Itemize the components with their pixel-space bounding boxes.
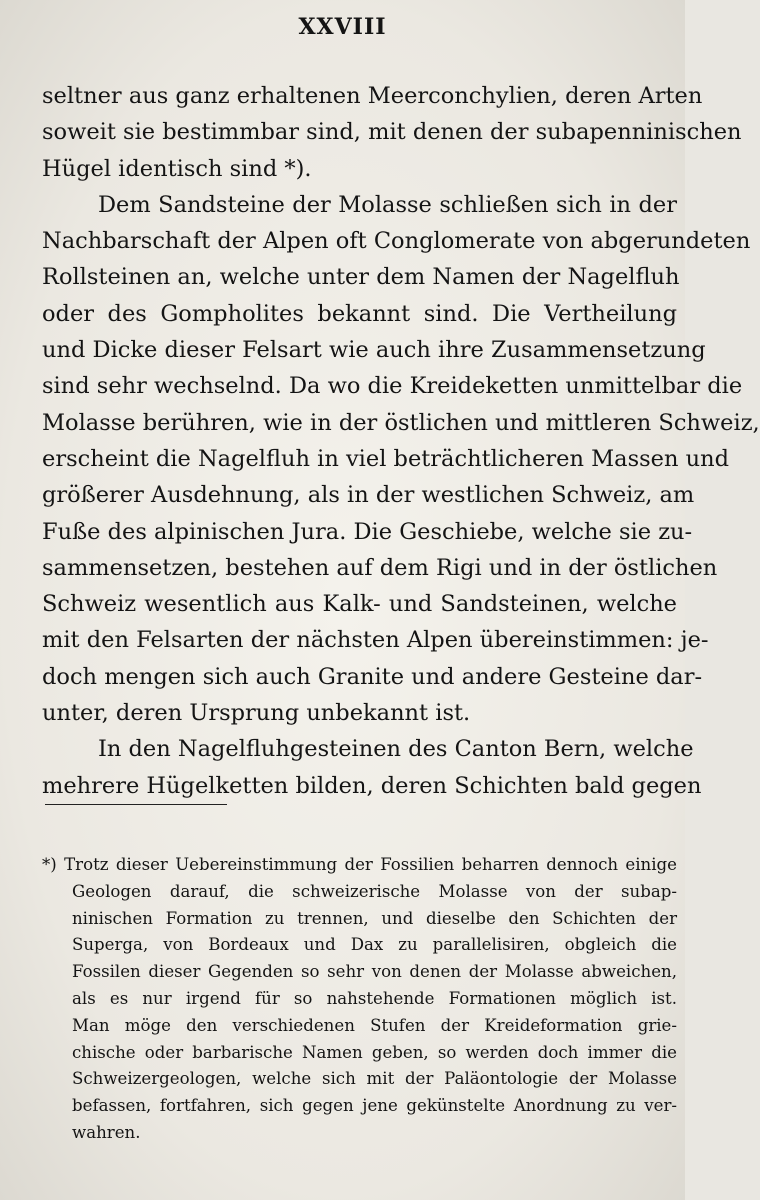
body-line: größerer Ausdehnung, als in der westlichen Schweiz, am (42, 482, 695, 509)
body-line: Dem Sandsteine der Molasse schließen sich in der (98, 191, 677, 218)
page-number: XXVIII (298, 14, 387, 40)
footnote-line: Man möge den verschiedenen Stufen der Kreideformation grie- (72, 1015, 677, 1035)
body-line: unter, deren Ursprung unbekannt ist. (42, 700, 471, 727)
body-line: In den Nagelfluhgesteinen des Canton Bern, welche (98, 736, 694, 763)
body-text (42, 78, 760, 804)
body-line: seltner aus ganz erhaltenen Meerconchylien, deren Arten (42, 83, 703, 109)
footnote-line: *) Trotz dieser Uebereinstimmung der Fossilien beharren dennoch einige (42, 855, 677, 874)
footnote-line: Superga, von Bordeaux und Dax zu parallelisiren, obgleich die (72, 935, 677, 955)
footnote (42, 852, 677, 1147)
body-line: Rollsteinen an, welche unter dem Namen der Nagelfluh (42, 264, 680, 291)
body-line: Fuße des alpinischen Jura. Die Geschiebe, welche sie zu- (42, 518, 693, 545)
body-line: sind sehr wechselnd. Da wo die Kreideketten unmittelbar die (42, 373, 743, 400)
footnote-divider (45, 804, 227, 805)
body-line: mit den Felsarten der nächsten Alpen übereinstimmen: je- (42, 627, 709, 654)
body-line: Molasse berühren, wie in der östlichen und mittleren Schweiz, (42, 409, 760, 436)
body-line: doch mengen sich auch Granite und andere Gesteine dar- (42, 663, 703, 690)
footnote-line: Fossilen dieser Gegenden so sehr von denen der Molasse abweichen, (72, 962, 677, 982)
footnote-line: ninischen Formation zu trennen, und dieselbe den Schichten der (72, 908, 677, 928)
body-line: erscheint die Nagelfluh in viel beträchtlicheren Massen und (42, 445, 730, 472)
body-line: oder des Gompholites bekannt sind. Die Vertheilung (42, 300, 677, 327)
body-line: Hügel identisch sind *). (42, 155, 312, 182)
body-line: Nachbarschaft der Alpen oft Conglomerate von abgerundeten (42, 228, 751, 255)
body-line: mehrere Hügelketten bilden, deren Schichten bald gegen (42, 772, 702, 799)
footnote-line: Schweizergeologen, welche sich mit der Paläontologie der Molasse (72, 1069, 677, 1089)
body-line: soweit sie bestimmbar sind, mit denen der subapenninischen (42, 119, 742, 146)
body-line: und Dicke dieser Felsart wie auch ihre Zusammensetzung (42, 337, 706, 364)
footnote-line: befassen, fortfahren, sich gegen jene gekünstelte Anordnung zu ver- (72, 1096, 677, 1116)
footnote-line: chische oder barbarische Namen geben, so werden doch immer die (72, 1042, 677, 1062)
footnote-line: wahren. (72, 1122, 141, 1142)
footnote-line: Geologen darauf, die schweizerische Molasse von der subap- (72, 881, 677, 901)
body-line: Schweiz wesentlich aus Kalk- und Sandsteinen, welche (42, 591, 677, 618)
body-line: sammensetzen, bestehen auf dem Rigi und in der östlichen (42, 554, 718, 581)
footnote-line: als es nur irgend für so nahstehende Formationen möglich ist. (72, 988, 677, 1008)
